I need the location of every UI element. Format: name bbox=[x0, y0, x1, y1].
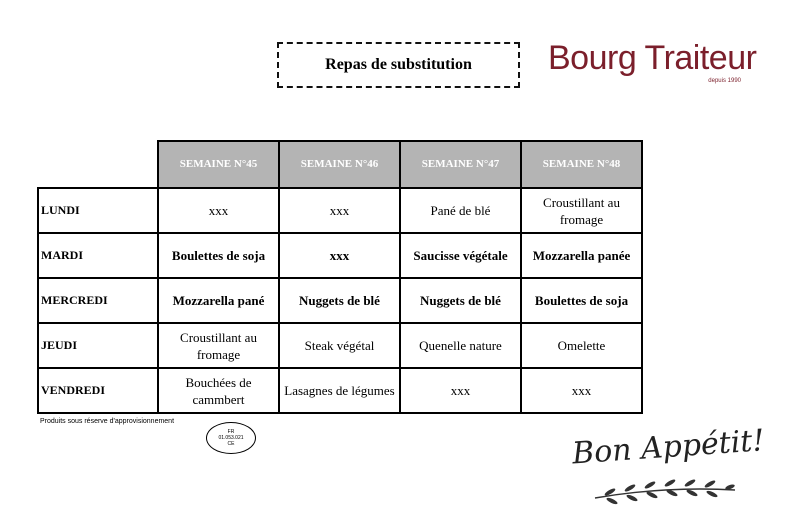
day-label: LUNDI bbox=[38, 188, 158, 233]
meal-cell: Nuggets de blé bbox=[400, 278, 521, 323]
meal-cell: xxx bbox=[158, 188, 279, 233]
meal-cell: xxx bbox=[400, 368, 521, 413]
week-header-46: SEMAINE N°46 bbox=[279, 141, 400, 188]
stamp-line-3: CE bbox=[227, 441, 235, 447]
meal-cell: Steak végétal bbox=[279, 323, 400, 368]
meal-cell: Croustillant au fromage bbox=[158, 323, 279, 368]
menu-table bbox=[37, 140, 643, 414]
meal-cell: xxx bbox=[279, 233, 400, 278]
week-header-48: SEMAINE N°48 bbox=[521, 141, 642, 188]
table-row bbox=[38, 278, 642, 323]
meal-cell: Mozzarella panée bbox=[521, 233, 642, 278]
day-label: JEUDI bbox=[38, 323, 158, 368]
meal-cell: Bouchées de cammbert bbox=[158, 368, 279, 413]
meal-cell: Croustillant au fromage bbox=[521, 188, 642, 233]
table-row bbox=[38, 368, 642, 413]
table-row bbox=[38, 233, 642, 278]
stamp-line-1: FR bbox=[227, 429, 235, 435]
table-row bbox=[38, 188, 642, 233]
olive-branch-icon bbox=[590, 472, 740, 506]
table-row bbox=[38, 323, 642, 368]
bon-appetit-signature bbox=[560, 423, 766, 510]
table-header-row bbox=[38, 141, 642, 188]
table-corner bbox=[38, 141, 158, 188]
day-label: VENDREDI bbox=[38, 368, 158, 413]
meal-cell: Pané de blé bbox=[400, 188, 521, 233]
bon-appetit-text: Bon Appétit! bbox=[571, 423, 766, 472]
bourg-traiteur-logo bbox=[548, 38, 757, 90]
health-mark-stamp bbox=[206, 422, 256, 454]
meal-cell: Quenelle nature bbox=[400, 323, 521, 368]
meal-cell: Omelette bbox=[521, 323, 642, 368]
meal-cell: xxx bbox=[279, 188, 400, 233]
meal-cell: Boulettes de soja bbox=[521, 278, 642, 323]
meal-cell: xxx bbox=[521, 368, 642, 413]
logo-brand: Bourg Traiteur bbox=[548, 39, 757, 77]
logo-since: depuis 1990 bbox=[708, 78, 741, 84]
stamp-line-2: 01.053.021 bbox=[218, 435, 244, 441]
meal-cell: Lasagnes de légumes bbox=[279, 368, 400, 413]
page-title: Repas de substitution bbox=[277, 42, 520, 88]
meal-cell: Nuggets de blé bbox=[279, 278, 400, 323]
supply-note: Produits sous réserve d'approvisionnement bbox=[40, 418, 175, 425]
day-label: MARDI bbox=[38, 233, 158, 278]
day-label: MERCREDI bbox=[38, 278, 158, 323]
meal-cell: Mozzarella pané bbox=[158, 278, 279, 323]
week-header-47: SEMAINE N°47 bbox=[400, 141, 521, 188]
week-header-45: SEMAINE N°45 bbox=[158, 141, 279, 188]
meal-cell: Saucisse végétale bbox=[400, 233, 521, 278]
meal-cell: Boulettes de soja bbox=[158, 233, 279, 278]
